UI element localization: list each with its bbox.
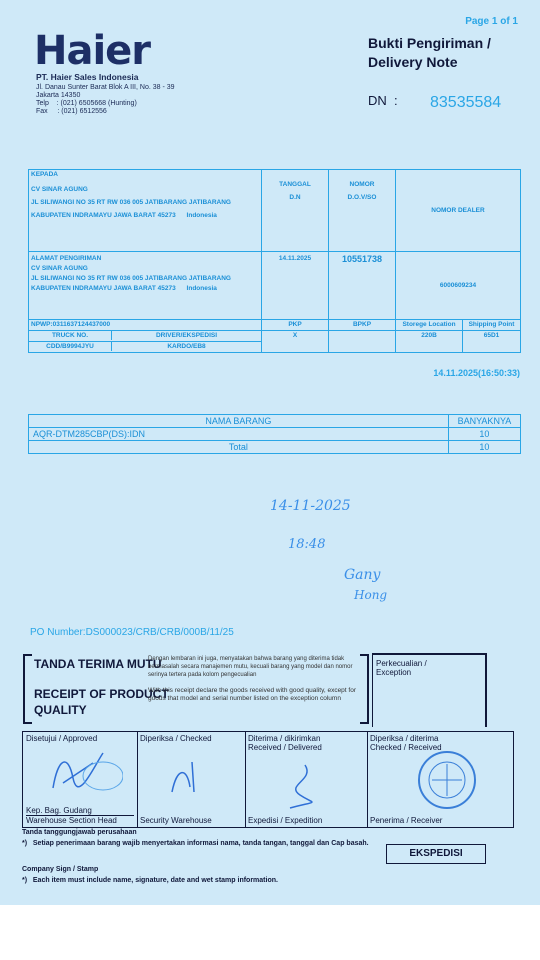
truck-number: CDD/B9994JYU — [29, 342, 112, 351]
address-line: Telp : (021) 6505668 (Hunting) — [36, 100, 137, 107]
po-number: PO Number:DS000023/CRB/CRB/000B/11/25 — [30, 627, 234, 638]
handwritten-name-1: Gany — [344, 567, 381, 583]
nomor-label: NOMOR — [349, 181, 375, 188]
recipient-address-1: JL SILIWANGI NO 35 RT RW 036 005 JATIBARANG JATIBARANG — [31, 199, 231, 206]
handwritten-time: 18:48 — [288, 537, 326, 552]
recipient-address-2: KABUPATEN INDRAMAYU JAWA BARAT 45273 Indonesia — [31, 212, 217, 219]
shipping-date-value: 14.11.2025 — [278, 255, 312, 262]
pkp-value: X — [262, 331, 329, 353]
received-column — [245, 732, 368, 827]
item-name-header: NAMA BARANG — [29, 415, 449, 428]
receipt-desc-id: Dengan lembaran ini juga, menyatakan bahwa barang yang diterima tidak bermasalah secara manajemen mutu, kecuali barang yang model dan nomor serinya tertera pada kolom pengecualian — [148, 656, 353, 678]
checked-footer: Security Warehouse — [140, 816, 212, 825]
signature-grid — [22, 731, 514, 828]
address-line: Jl. Danau Sunter Barat Blok A III, No. 38 - 39 — [36, 84, 175, 91]
shipping-point-label: Shipping Point — [463, 320, 521, 331]
receipt-quality-box — [22, 653, 482, 725]
received-footer: Expedisi / Expedition — [248, 816, 323, 825]
checked-column — [137, 732, 246, 827]
driver-name: KARDO/EB8 — [167, 343, 206, 350]
print-timestamp: 14.11.2025(16:50:33) — [433, 368, 520, 378]
truck-driver-values — [29, 342, 262, 353]
exception-box — [372, 653, 487, 727]
footer-note-1: *) Setiap penerimaan barang wajib menyertakan informasi nama, tanda tangan, tanggal dan Cap basah. — [22, 840, 369, 847]
approved-footer-1: Kep. Bag. Gudang — [26, 806, 92, 815]
storage-label: Storege Location — [396, 320, 463, 331]
receipt-title-en-1: RECEIPT OF PRODUCT — [34, 687, 169, 701]
approved-column — [23, 732, 138, 827]
checked-received-label-2: Checked / Received — [370, 743, 442, 752]
checked-label: Diperiksa / Checked — [140, 734, 212, 743]
shipping-name: CV SINAR AGUNG — [31, 265, 88, 272]
receipt-title-id: TANDA TERIMA MUTU — [34, 657, 162, 671]
shipping-point-value: 65D1 — [463, 331, 521, 353]
total-row — [29, 441, 521, 454]
item-qty: 10 — [448, 428, 520, 441]
company-stamp — [407, 742, 487, 812]
dealer-number-value: 6000609234 — [439, 282, 477, 289]
copy-label: EKSPEDISI — [386, 844, 486, 864]
shipping-cell — [29, 252, 262, 320]
company-name: PT. Haier Sales Indonesia — [36, 72, 139, 82]
tanggal-header — [262, 170, 329, 252]
shipping-address-1: JL SILIWANGI NO 35 RT RW 036 005 JATIBARANG JATIBARANG — [31, 275, 231, 282]
total-qty: 10 — [448, 441, 520, 454]
title-line-2: Delivery Note — [368, 54, 458, 70]
approved-footer-2: Warehouse Section Head — [26, 815, 134, 825]
page-info: Page 1 of 1 — [465, 16, 518, 27]
bpkp-label: BPKP — [329, 320, 396, 331]
left-bracket — [22, 653, 34, 725]
footer-note-2: *) Each item must include name, signature, date and wet stamp information. — [22, 877, 278, 884]
company-address — [36, 84, 175, 116]
item-name: AQR-DTM285CBP(DS):IDN — [29, 428, 449, 441]
document-title — [368, 34, 491, 72]
received-signature — [275, 760, 335, 810]
nomor-sub: D.O.V/SO — [347, 194, 377, 201]
storage-value: 220B — [396, 331, 463, 353]
shipping-label: ALAMAT PENGIRIMAN — [31, 255, 102, 262]
right-bracket — [358, 653, 370, 725]
npwp-cell: NPWP:0311637124437000 — [29, 320, 262, 331]
received-label-2: Received / Delivered — [248, 743, 322, 752]
recipient-cell — [29, 170, 262, 252]
kepada-label: KEPADA — [31, 171, 58, 178]
handwritten-name-2: Hong — [354, 588, 388, 602]
table-row — [29, 428, 521, 441]
shipping-address-2: KABUPATEN INDRAMAYU JAWA BARAT 45273 Indonesia — [31, 285, 217, 292]
handwritten-date: 14-11-2025 — [270, 498, 351, 514]
received-label-1: Diterima / dikirimkan — [248, 734, 321, 743]
receipt-desc-en: With this receipt declare the goods received with good quality, except for goods that model and serial number listed on the exception column — [148, 687, 356, 702]
dn-number: 83535584 — [430, 94, 502, 111]
checked-received-label-1: Diperiksa / diterima — [370, 734, 439, 743]
items-table — [28, 414, 521, 454]
dealer-header — [396, 170, 521, 252]
dealer-number — [396, 252, 521, 320]
title-line-1: Bukti Pengiriman / — [368, 35, 491, 51]
exception-label-2: Exception — [376, 668, 412, 677]
shipping-number — [329, 252, 396, 320]
bpkp-value — [329, 331, 396, 353]
checked-received-footer: Penerima / Receiver — [370, 816, 443, 825]
delivery-info-table — [28, 169, 521, 353]
shipping-number-value: 10551738 — [341, 254, 383, 264]
company-sign-label: Company Sign / Stamp — [22, 866, 99, 873]
total-label: Total — [29, 441, 449, 454]
approved-label: Disetujui / Approved — [26, 734, 98, 743]
truck-driver-header — [29, 331, 262, 342]
tanggal-label: TANGGAL — [279, 181, 311, 188]
haier-logo: Haier — [34, 28, 151, 74]
checked-signature — [162, 752, 222, 797]
responsibility-label: Tanda tanggungjawab perusahaan — [22, 829, 137, 836]
approved-signature — [33, 748, 123, 793]
recipient-name: CV SINAR AGUNG — [31, 186, 88, 193]
receipt-title-en-2: QUALITY — [34, 703, 87, 717]
dn-label: DN : — [368, 93, 398, 108]
address-line: Jakarta 14350 — [36, 92, 81, 99]
address-line: Fax : (021) 6512556 — [36, 108, 107, 115]
item-qty-header: BANYAKNYA — [448, 415, 520, 428]
driver-label: DRIVER/EKSPEDISI — [155, 332, 218, 339]
exception-label-1: Perkecualian / — [376, 659, 427, 668]
dealer-label: NOMOR DEALER — [431, 207, 485, 214]
pkp-label: PKP — [262, 320, 329, 331]
checked-received-column — [367, 732, 513, 827]
tanggal-sub: D.N — [289, 194, 301, 201]
nomor-header — [329, 170, 396, 252]
shipping-date — [262, 252, 329, 320]
truck-label: TRUCK NO. — [29, 331, 112, 340]
